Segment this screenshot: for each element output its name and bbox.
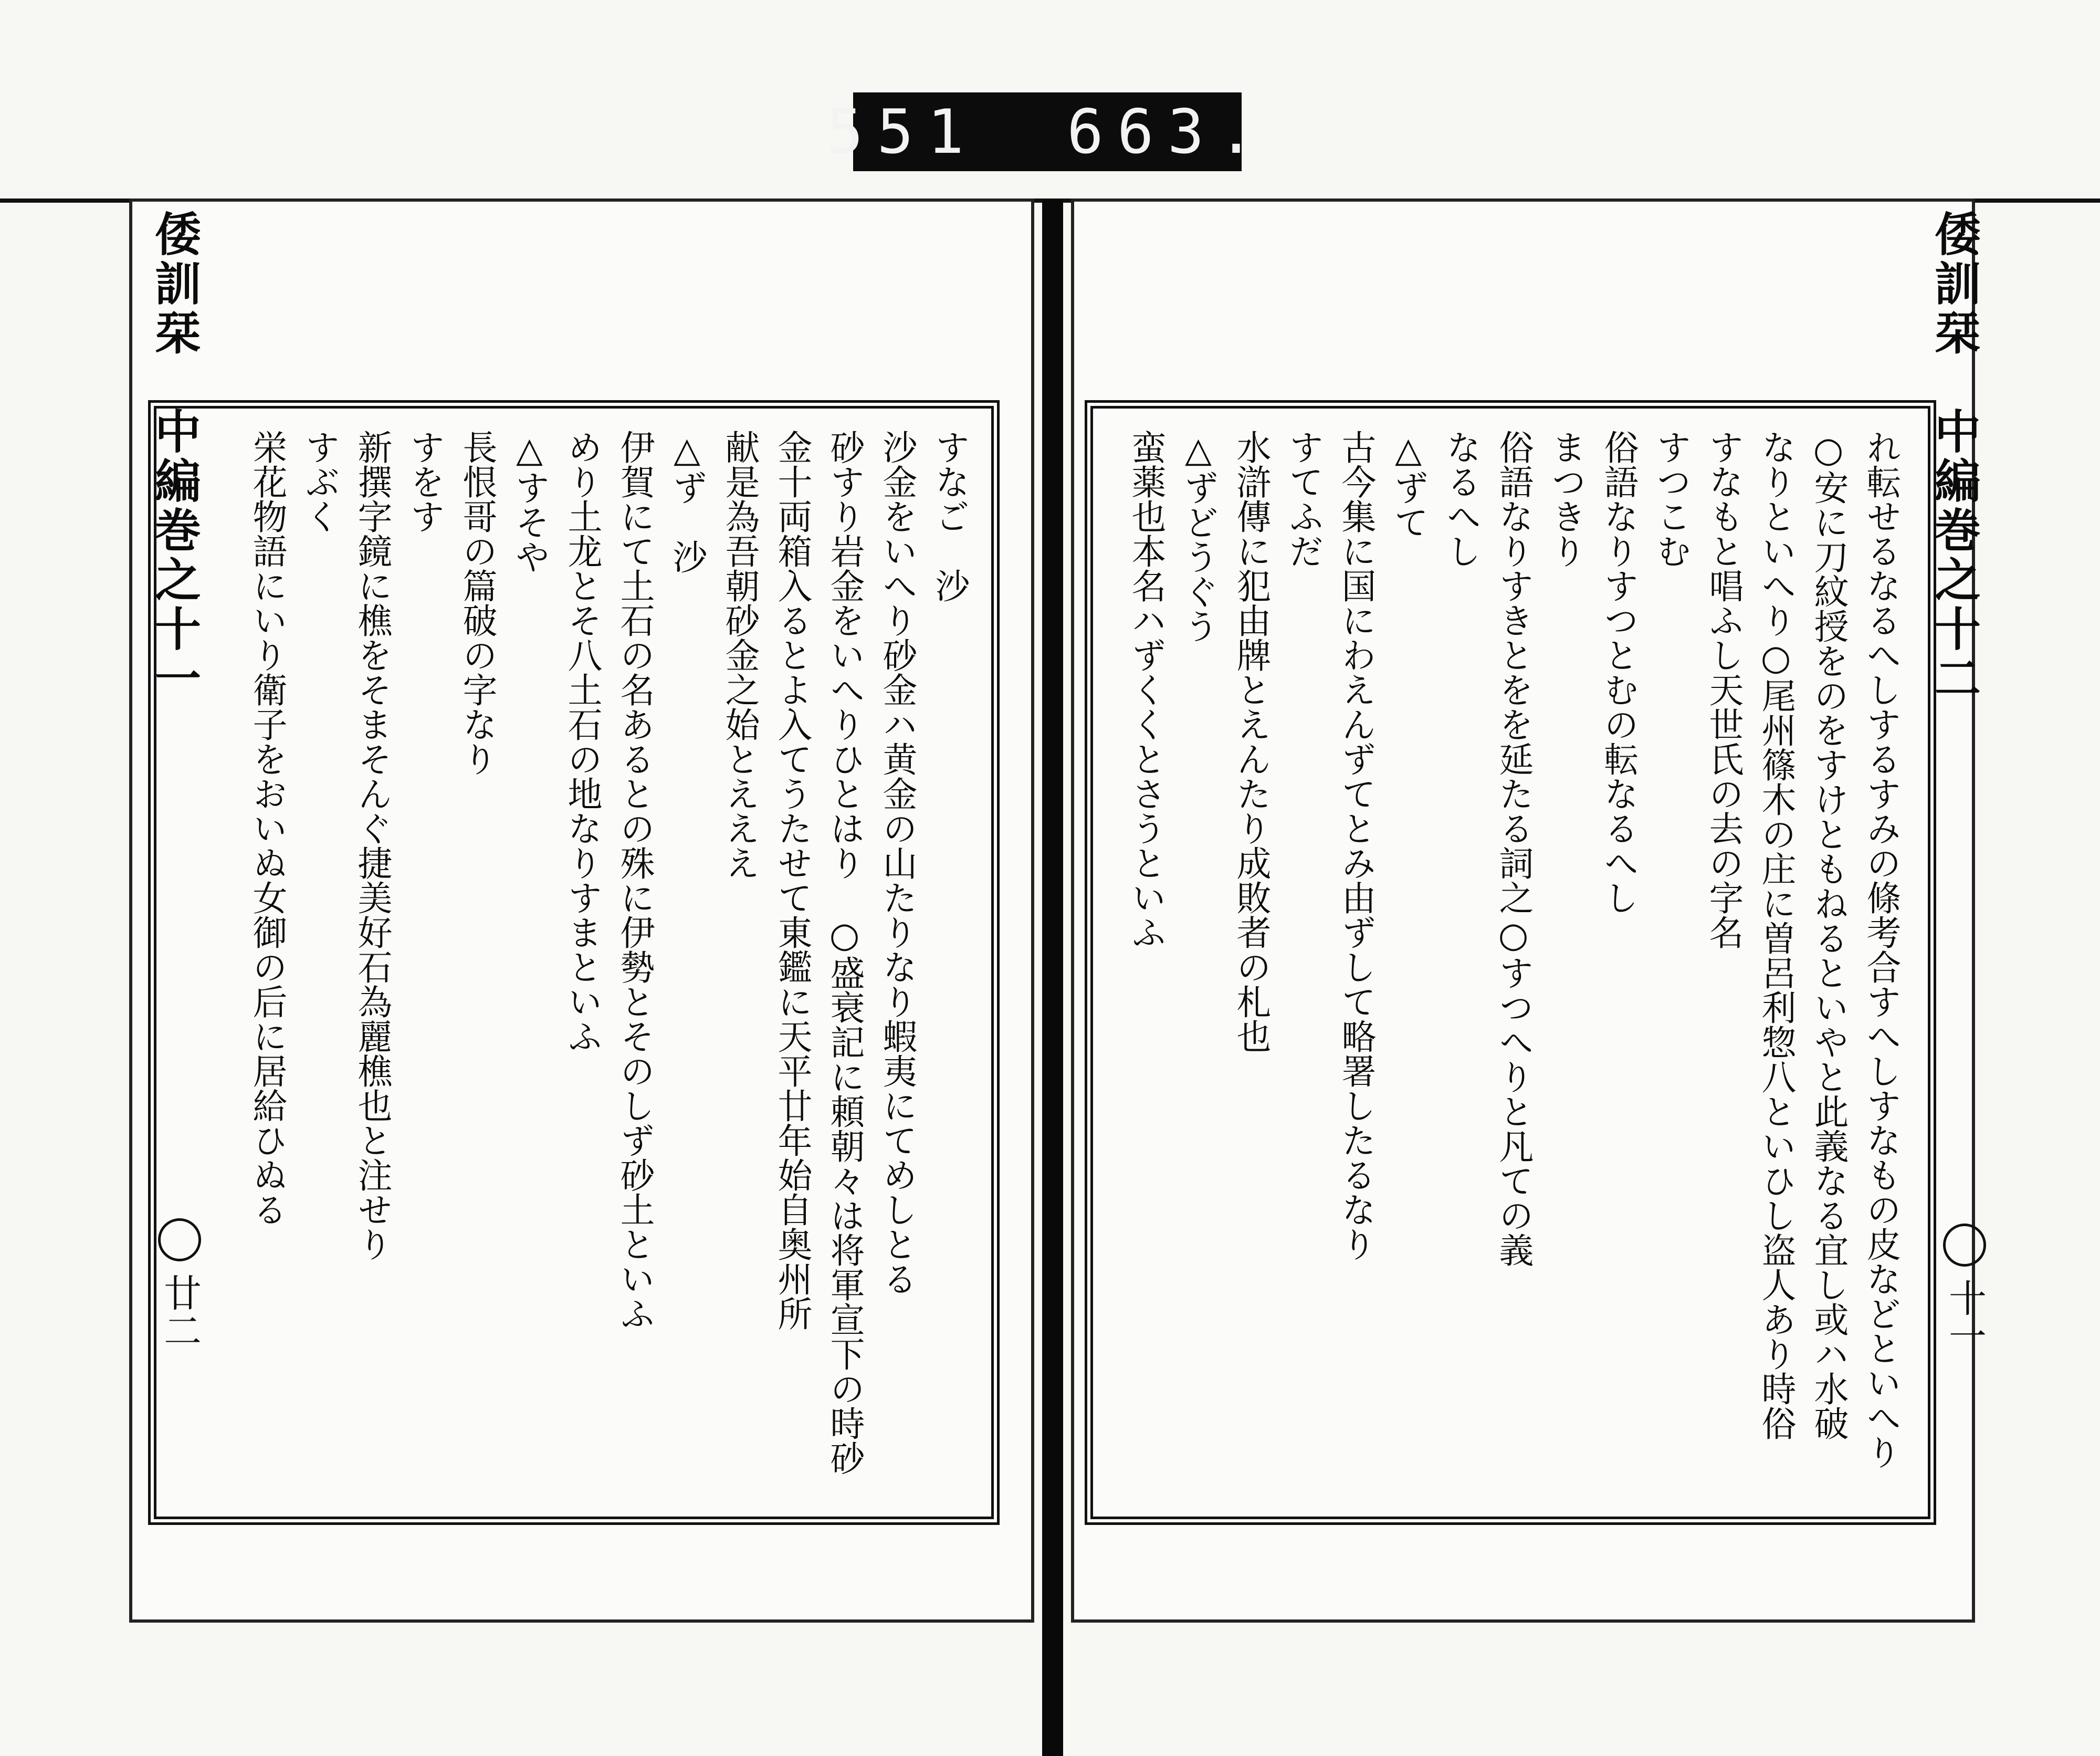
text-column: 俗語なりすきとをを延たる詞之○すつへりと凡ての義 xyxy=(1493,430,1534,1267)
catalog-number-right: 663. xyxy=(1067,96,1268,168)
text-column: すぶく xyxy=(299,430,340,534)
text-column: △ずて xyxy=(1388,430,1429,539)
text-column: なりといへり○尾州篠木の庄に曽呂利惣八といひし盗人あり時俗 xyxy=(1756,430,1796,1440)
right-folio xyxy=(1937,1224,1992,1354)
right-page xyxy=(1071,198,1975,1623)
text-column: 沙金をいへり砂金ハ黄金の山たりなり蝦夷にてめしとる xyxy=(877,430,917,1296)
text-column: すてふだ xyxy=(1283,430,1324,568)
right-text-columns xyxy=(1114,430,1907,1496)
left-folio-number: 廿二 xyxy=(158,1273,202,1349)
text-column: 伊賀にて土石の名あるとの殊に伊勢とそのしず砂土といふ xyxy=(614,430,655,1331)
text-column: すをす xyxy=(404,430,445,534)
text-column: すなもと唱ふし天世氏の去の字名 xyxy=(1703,430,1744,949)
text-column: なるへし xyxy=(1441,430,1481,568)
text-column: 新撰字鏡に樵をそまそんぐ捷美好石為麗樵也と注せり xyxy=(352,430,392,1261)
text-column: 古今集に国にわえんずてとみ由ずして略署したるなり xyxy=(1336,430,1376,1261)
text-column: すなご 沙 xyxy=(929,430,970,603)
right-folio-number: 十一 xyxy=(1942,1278,1987,1354)
text-column: ○安に刀紋授をのをすけともねるといやと此義なる宜し或ハ水破 xyxy=(1808,430,1849,1440)
right-text-frame xyxy=(1085,400,1936,1525)
text-column: 献是為吾朝砂金之始とえええ xyxy=(719,430,760,880)
text-column: 金十両箱入るとよ入てうたせて東鑑に天平廿年始自奥州所 xyxy=(772,430,812,1331)
text-column: 長恨哥の篇破の字なり xyxy=(457,430,497,776)
text-column: 蛮薬也本名ハずくくとさうといふ xyxy=(1126,430,1166,949)
left-text-frame xyxy=(148,400,1000,1525)
left-page xyxy=(129,198,1034,1623)
book-spine xyxy=(1042,200,1063,1756)
folio-circle-icon xyxy=(158,1218,201,1261)
text-column: 水滸傳に犯由牌とえんたり成敗者の札也 xyxy=(1231,430,1271,1053)
left-folio xyxy=(152,1218,207,1349)
text-column: △ずどうぐう xyxy=(1178,430,1219,643)
text-column: 俗語なりすつとむの転なるへし xyxy=(1598,430,1639,915)
catalog-number-left: 551 xyxy=(826,96,978,168)
text-column: すつこむ xyxy=(1651,430,1691,568)
catalog-number-label xyxy=(826,92,1268,171)
text-column: 砂すり岩金をいへりひとはり ○盛衰記に頼朝々は将軍宣下の時砂 xyxy=(824,430,865,1475)
text-column xyxy=(235,430,240,1496)
folio-circle-icon xyxy=(1943,1224,1986,1267)
text-column: めり土龙とそ八土石の地なりすまといふ xyxy=(562,430,602,1053)
text-column: 栄花物語にいり衛子をおいぬ女御の后に居給ひぬる xyxy=(247,430,287,1227)
text-column: △すそや xyxy=(509,430,550,574)
text-column: まつきり xyxy=(1546,430,1586,568)
text-column: れ転せるなるへしするすみの條考合すへしすなもの皮などといへり xyxy=(1861,430,1901,1469)
left-running-title: 倭訓栞 中編巻之十一 xyxy=(148,210,202,704)
right-running-title: 倭訓栞 中編巻之十二 xyxy=(1927,210,1982,704)
text-column xyxy=(1114,430,1119,1496)
left-text-columns xyxy=(235,430,975,1496)
text-column: △ず 沙 xyxy=(667,430,707,574)
